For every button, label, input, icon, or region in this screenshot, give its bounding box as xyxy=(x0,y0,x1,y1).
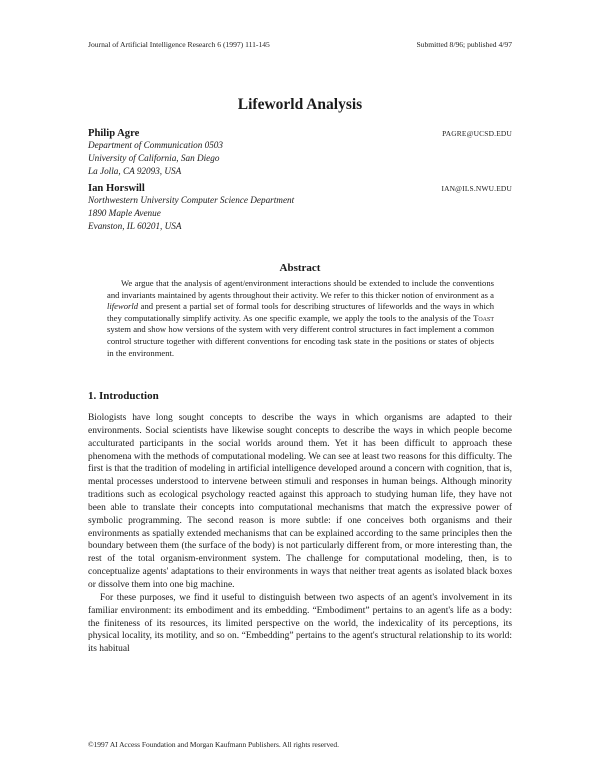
author-name: Ian Horswill xyxy=(88,183,145,194)
section-heading: 1. Introduction xyxy=(88,390,159,402)
section-body xyxy=(88,412,512,656)
author-affiliation-line: 1890 Maple Avenue xyxy=(88,208,161,218)
system-name: Toast xyxy=(473,312,494,323)
author-block-agre xyxy=(88,128,512,178)
journal-citation: Journal of Artificial Intelligence Research 6 (1997) 111-145 xyxy=(88,40,270,49)
author-block-horswill xyxy=(88,183,512,233)
body-paragraph: Biologists have long sought concepts to describe the ways in which organisms are adapted to their environments. Social scientists have likewise sought concepts to describe the ways in which people become acculturated participants in the social worlds around them. Yet it has been difficult to approach these phenomena with the methods of computational modeling. We can see at least two reasons for this difficulty. The first is that the tradition of modeling in artificial intelligence developed around a concern with cognition, that is, mental processes understood to intervene between stimuli and responses in human beings. Although minority traditions such as ecological psychology reacted against this approach to studying human life, they have not been able to translate their concepts into computational mechanisms that match the expressive power of symbolic programming. The second reason is more subtle: if one conceives both organisms and their environments as spatially extended mechanisms that can be explained according to the same principles then the boundary between them (the surface of the body) is not particularly different from, or more interesting than, the rest of the total organism-environment system. The challenge for computational modeling, then, is to conceptualize agents' adaptations to their environments in ways that neither treat agents as isolated black boxes or dissolve them into one big machine. xyxy=(88,413,512,590)
author-affiliation-line: La Jolla, CA 92093, USA xyxy=(88,166,182,176)
submission-dates: Submitted 8/96; published 4/97 xyxy=(416,40,512,49)
author-email: IAN@ILS.NWU.EDU xyxy=(441,184,512,193)
copyright-footer: ©1997 AI Access Foundation and Morgan Kaufmann Publishers. All rights reserved. xyxy=(88,740,339,749)
author-email: PAGRE@UCSD.EDU xyxy=(442,129,512,138)
author-affiliation-line: Northwestern University Computer Science Department xyxy=(88,195,295,205)
author-name: Philip Agre xyxy=(88,128,140,139)
author-affiliation-line: Department of Communication 0503 xyxy=(88,140,223,150)
abstract-text: We argue that the analysis of agent/environment interactions should be extended to include the conventions and invariants maintained by agents throughout their activity. We refer to this thicker notion of environment as a lifeworld and present a partial set of formal tools for describing structures of lifeworlds and the ways in which they computationally simplify activity. As one specific example, we apply the tools to the analysis of the Toast system and show how versions of the system with very different control structures in fact implement a common control structure together with different conventions for encoding task state in the positions or states of objects in the environment. xyxy=(107,278,494,358)
author-affiliation-line: University of California, San Diego xyxy=(88,153,220,163)
body-paragraph: For these purposes, we find it useful to distinguish between two aspects of an agent's involvement in its familiar environment: its embodiment and its embedding. “Embodiment” pertains to an agent's life as a body: the finiteness of its resources, its limited perspective on the world, the indexicality of its perceptions, its physical locality, its motility, and so on. “Embedding” pertains to the agent's structural relationship to its world: its habitual xyxy=(88,592,512,655)
paper-title: Lifeworld Analysis xyxy=(237,96,363,113)
abstract-heading: Abstract xyxy=(279,262,321,274)
running-header xyxy=(88,40,512,49)
author-affiliation-line: Evanston, IL 60201, USA xyxy=(88,221,182,231)
emphasis-lifeworld: lifeworld xyxy=(107,301,139,312)
